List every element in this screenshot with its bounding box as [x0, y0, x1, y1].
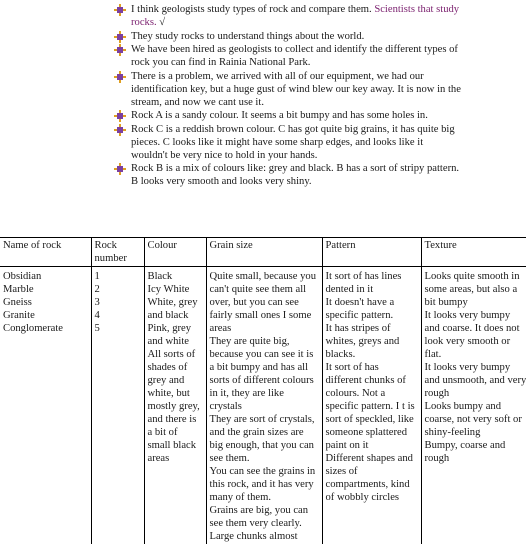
pin-bullet-icon	[114, 110, 126, 122]
rock-name: Granite	[3, 310, 35, 321]
note-item	[112, 43, 462, 69]
header-pattern: Pattern	[322, 238, 421, 267]
rock-number: 2	[94, 284, 100, 295]
header-colour: Colour	[144, 238, 206, 267]
rock-texture: It looks very bumpy and coarse. It does not look very smooth or flat.	[424, 310, 520, 360]
pin-bullet-icon	[114, 71, 126, 83]
pin-bullet-icon	[114, 163, 126, 175]
rock-table	[0, 237, 526, 544]
rock-colour: Icy White	[147, 284, 190, 295]
texture-cell	[421, 267, 526, 545]
number-cell	[91, 267, 144, 545]
rock-name: Gneiss	[3, 297, 32, 308]
note-text: I think geologists study types of rock and compare them.	[131, 4, 375, 15]
rock-grain-size: You can see the grains in this rock, and it has very many of them.	[209, 466, 316, 503]
notes-list	[112, 3, 462, 189]
rock-grain-size: Quite small, because you can't quite see them all over, but you can see fairly small ones I some areas	[209, 271, 316, 334]
header-grain-size: Grain size	[206, 238, 322, 267]
rock-pattern: It sort of has different chunks of colours. Not a specific pattern. I t is sort of speckled, like someone splattered paint on it	[325, 362, 415, 451]
colour-cell	[144, 267, 206, 545]
rock-grain-size: They are sort of crystals, and the grain sizes are big enough, that you can see them.	[209, 414, 315, 464]
note-text: Rock C is a reddish brown colour. C has got quite big grains, it has quite big pieces. C looks like it might have some sharp edges, and looks like it wouldn't be very nice to hold in your hands.	[131, 123, 455, 161]
rock-colour: All sorts of shades of grey and white, but mostly grey, and there is a bit of small black areas	[147, 349, 200, 464]
rock-texture: Looks bumpy and coarse, not very soft or shiny-feeling	[424, 401, 522, 438]
note-item	[112, 123, 462, 162]
rock-colour: White, grey and black	[147, 297, 198, 321]
pin-bullet-icon	[114, 31, 126, 43]
table-header-row	[0, 238, 526, 267]
note-text: They study rocks to understand things about the world.	[131, 30, 365, 42]
pin-bullet-icon	[114, 4, 126, 16]
rock-grain-size: They are quite big, because you can see it is a bit bumpy and has all sorts of different colours in it, they are like crystals	[209, 336, 314, 412]
rock-number: 1	[94, 271, 100, 282]
pin-bullet-icon	[114, 44, 126, 56]
note-text: We have been hired as geologists to collect and identify the different types of rock you can find in Rainia National Park.	[131, 44, 458, 68]
header-name-of-rock: Name of rock	[0, 238, 91, 267]
rock-name: Obsidian	[3, 271, 42, 282]
rock-colour: Pink, grey and white	[147, 323, 192, 347]
note-item	[112, 3, 462, 29]
rock-name: Conglomerate	[3, 323, 64, 334]
header-texture: Texture	[421, 238, 526, 267]
grain-size-cell	[206, 267, 322, 545]
note-check: √	[156, 17, 166, 28]
rock-grain-size: Grains are big, you can see them very clearly. Large chunks almost	[209, 505, 309, 542]
pin-bullet-icon	[114, 124, 126, 136]
rock-number: 3	[94, 297, 100, 308]
note-text: Rock B is a mix of colours like: grey and black. B has a sort of stripy pattern. B looks very smooth and looks very shiny.	[131, 163, 460, 187]
rock-pattern: It doesn't have a specific pattern.	[325, 297, 395, 321]
name-cell	[0, 267, 91, 545]
rock-number: 5	[94, 323, 100, 334]
rock-texture: Looks quite smooth in some areas, but also a bit bumpy	[424, 271, 520, 308]
note-highlight: Scientists that study rocks.	[131, 4, 460, 28]
rock-number: 4	[94, 310, 100, 321]
rock-pattern: It sort of has lines dented in it	[325, 271, 402, 295]
rock-pattern: It has stripes of whites, greys and blacks.	[325, 323, 400, 360]
header-rock-number: Rock number	[91, 238, 144, 267]
note-item	[112, 30, 462, 43]
rock-colour: Black	[147, 271, 173, 282]
rock-texture: It looks very bumpy and unsmooth, and very rough	[424, 362, 526, 399]
note-item	[112, 162, 462, 188]
note-item	[112, 70, 462, 109]
rock-texture: Bumpy, coarse and rough	[424, 440, 506, 464]
rock-pattern: Different shapes and sizes of compartments, kind of wobbly circles	[325, 453, 413, 503]
note-text: Rock A is a sandy colour. It seems a bit bumpy and has some holes in.	[131, 110, 428, 121]
rock-name: Marble	[3, 284, 34, 295]
pattern-cell	[322, 267, 421, 545]
note-text: There is a problem, we arrived with all of our equipment, we had our identification key, but a huge gust of wind blew our key away. It is now in the stream, and now we cant use it.	[131, 70, 461, 108]
note-item	[112, 109, 462, 122]
table-row	[0, 267, 526, 545]
